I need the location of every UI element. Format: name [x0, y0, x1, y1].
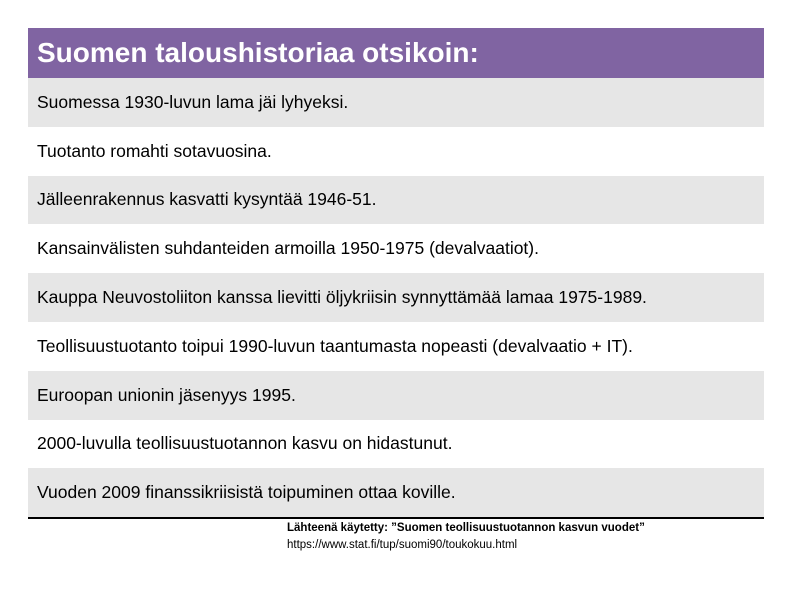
- table-title: Suomen taloushistoriaa otsikoin:: [28, 28, 764, 78]
- table-row: Euroopan unionin jäsenyys 1995.: [28, 371, 764, 420]
- source-note: [287, 520, 645, 554]
- table-row: Kansainvälisten suhdanteiden armoilla 1950-1975 (devalvaatiot).: [28, 224, 764, 273]
- source-url: https://www.stat.fi/tup/suomi90/toukokuu.html: [287, 539, 518, 551]
- table-row: Tuotanto romahti sotavuosina.: [28, 127, 764, 176]
- table-bottom-rule: [28, 517, 764, 519]
- table-row: Kauppa Neuvostoliiton kanssa lievitti öljykriisin synnyttämää lamaa 1975-1989.: [28, 273, 764, 322]
- table-row: Teollisuustuotanto toipui 1990-luvun taantumasta nopeasti (devalvaatio + IT).: [28, 322, 764, 371]
- table-row: Vuoden 2009 finanssikriisistä toipuminen ottaa koville.: [28, 468, 764, 517]
- source-title: Lähteenä käytetty: ”Suomen teollisuustuotannon kasvun vuodet”: [287, 522, 645, 534]
- history-table: [28, 28, 764, 519]
- table-row: Jälleenrakennus kasvatti kysyntää 1946-51.: [28, 176, 764, 225]
- table-row: Suomessa 1930-luvun lama jäi lyhyeksi.: [28, 78, 764, 127]
- table-row: 2000-luvulla teollisuustuotannon kasvu on hidastunut.: [28, 420, 764, 469]
